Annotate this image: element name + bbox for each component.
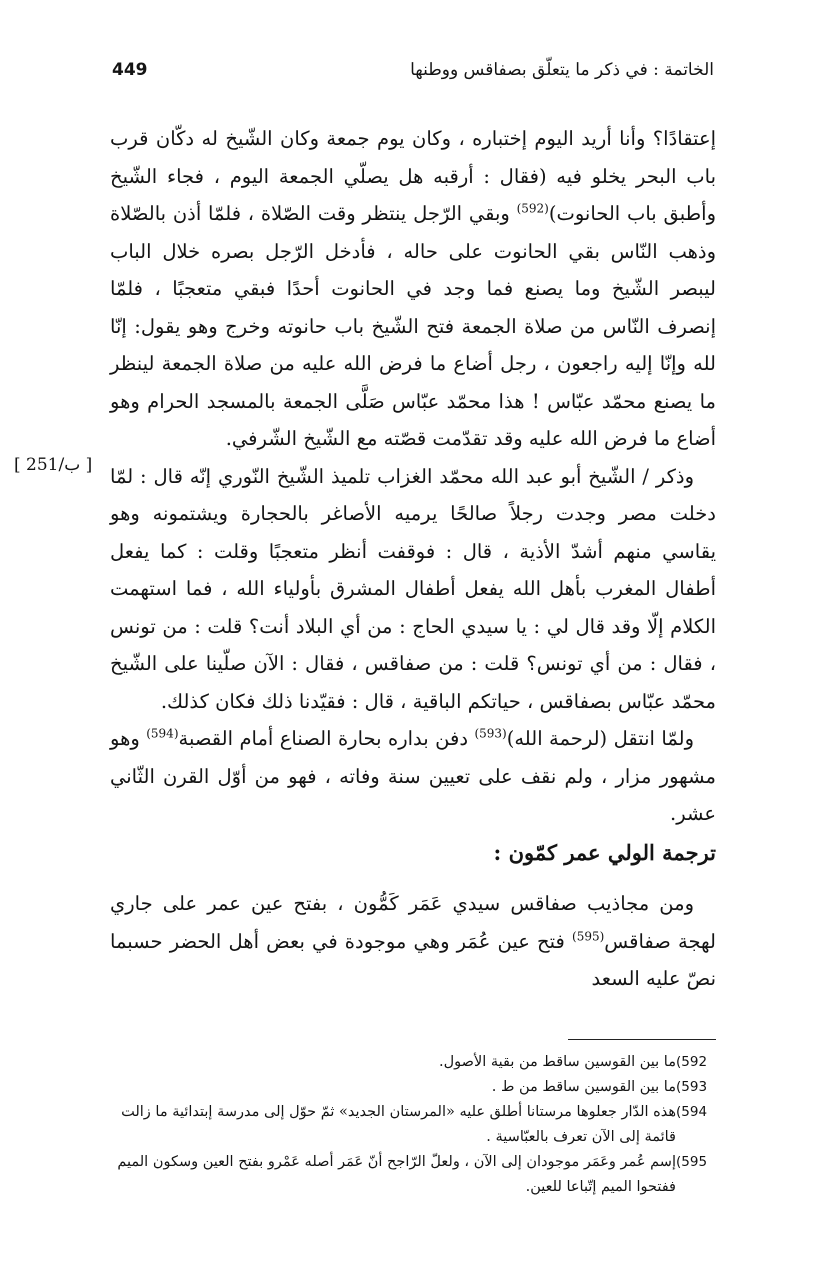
section-text [110,885,716,998]
paragraph-3-text-a: ولمّا انتقل (لرحمة الله) [506,727,694,750]
footnote-text: ما بين القوسين ساقط من بقية الأصول. [439,1054,676,1070]
paragraph-1-text-a: إعتقادًا؟ وأنا أريد اليوم إختباره ، وكان يوم جمعة وكان الشّيخ له دكّان قرب باب البحر يخلو فيه (فقال : أرقبه هل يصلّي الجمعة اليوم ، فجاء الشّيخ وأطبق باب الحانوت) [110,127,716,225]
footnote-text: ما بين القوسين ساقط من ط . [491,1079,676,1095]
paragraph-3-text-b: دفن بداره بحارة الصناع أمام القصبة [178,727,475,750]
footnotes [110,1050,718,1200]
footnote-number: (595 [676,1154,708,1170]
running-header [112,60,714,86]
footnote-592 [110,1050,718,1075]
footnote-595 [110,1150,718,1200]
section-text-a: ومن مجاذيب صفاقس سيدي عَمَر كَمُّون ، بفتح عين عمر على جاري لهجة صفاقس [110,892,716,953]
folio-margin-note: [ 251/ب ] [14,455,93,475]
paragraph-1 [110,120,716,458]
footnote-text: إسم عُمر وعَمَر موجودان إلى الآن ، ولعلّ الرّاجح أنّ عَمَر أصله عَمْرو بفتح العين وسكون الميم ففتحوا الميم إتّباعا للعين. [117,1154,676,1195]
paragraph-3-text-c: وهو مشهور مزار ، ولم نقف على تعيين سنة وفاته ، فهو من أوّل القرن الثّاني عشر. [110,727,716,825]
main-text [110,120,716,833]
footnote-number: (594 [676,1104,708,1120]
footnote-594 [110,1100,718,1150]
paragraph-3 [110,720,716,833]
footnote-text: هذه الدّار جعلوها مرستانا أطلق عليه «المرستان الجديد» ثمّ حوّل إلى مدرسة إبتدائية ما زالت قائمة إلى الآن تعرف بالعبّاسية . [121,1104,676,1145]
footnote-593 [110,1075,718,1100]
section-heading: ترجمة الولي عمر كمّون : [493,840,716,865]
paragraph-1-text-b: وبقي الرّجل ينتظر وقت الصّلاة ، فلمّا أذن بالصّلاة وذهب النّاس بقي الحانوت على حاله ، فأدخل الرّجل بصره خلال الباب ليبصر الشّيخ وما يصنع فما وجد في الحانوت أحدًا فبقي متعجبًا ، فلمّا إنصرف النّاس من صلاة الجمعة فتح الشّيخ باب حانوته وخرج وهو يقول: إنّا لله وإنّا إليه راجعون ، رجل أضاع ما فرض الله عليه من صلاة الجمعة لينظر ما يصنع محمّد عبّاس ! هذا محمّد عبّاس صَلَّى الجمعة بالمسجد الحرام وهو أضاع ما فرض الله عليه وقد تقدّمت قصّته مع الشّيخ الشّرفي. [110,202,716,450]
footnote-ref-594: (594) [146,726,179,741]
footnote-number: (593 [676,1079,708,1095]
footnote-ref-593: (593) [474,726,507,741]
footnote-separator [568,1039,716,1040]
footnote-ref-595: (595) [572,929,605,943]
footnote-number: (592 [676,1054,708,1070]
footnote-ref-592: (592) [516,201,549,216]
section-paragraph [110,885,716,998]
paragraph-2: وذكر / الشّيخ أبو عبد الله محمّد الغزاب تلميذ الشّيخ النّوري إنّه قال : لمّا دخلت مصر وجدت رجلاً صالحًا يرميه الأصاغر بالحجارة ويشتمونه وهو يقاسي منهم أشدّ الأذية ، قال : فوقفت أنظر متعجبًا وقلت : كما يفعل أطفال المغرب بأهل الله يفعل أطفال المشرق بأولياء الله ، فما استهمت الكلام إلّا وقد قال لي : يا سيدي الحاج : من أي البلاد أنت؟ قلت : من تونس ، فقال : من أي تونس؟ قلت : من صفاقس ، فقال : الآن صلّينا على الشّيخ محمّد عبّاس بصفاقس ، حياتكم الباقية ، قال : فقيّدنا ذلك فكان كذلك. [110,464,716,713]
chapter-title: الخاتمة : في ذكر ما يتعلّق بصفاقس ووطنها [410,60,714,80]
page-number: 449 [112,60,148,80]
section-text-b: فتح عين عُمَر وهي موجودة في بعض أهل الحضر حسبما نصّ عليه السعد [110,929,716,990]
